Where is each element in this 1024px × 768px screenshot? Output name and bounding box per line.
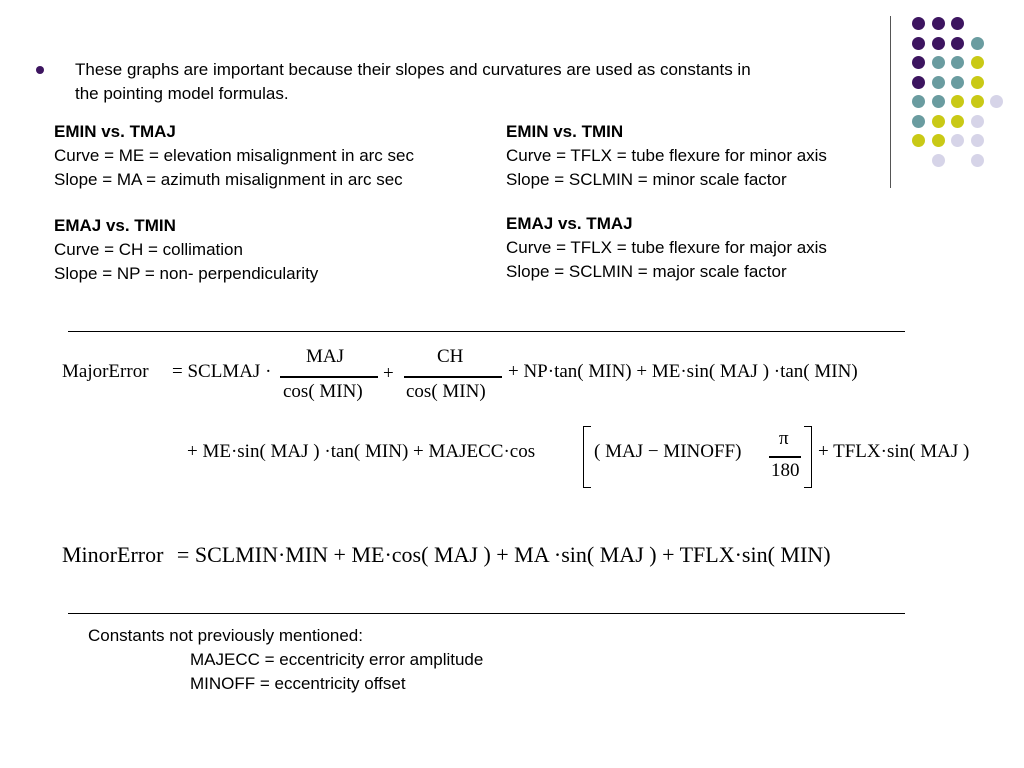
bullet-text-line-1: These graphs are important because their slopes and curvatures are used as constants in [75,60,751,79]
block-curve: Curve = CH = collimation [54,240,243,259]
constant-minoff: MINOFF = eccentricity offset [190,674,406,693]
frac2-denominator: cos( MIN) [406,381,486,402]
pi-fraction-bar [769,456,801,458]
constants-heading: Constants not previously mentioned: [88,626,363,645]
major-error-line2-b: ( MAJ − MINOFF) [594,441,742,462]
pi-numerator: π [779,428,789,449]
major-error-line2-c: + TFLX·sin( MAJ ) [818,441,970,462]
major-error-eq: = SCLMAJ · [172,361,272,382]
block-title: EMIN vs. TMIN [506,122,624,141]
block-title: EMIN vs. TMAJ [54,122,176,141]
block-slope: Slope = NP = non- perpendicularity [54,264,319,283]
block-title: EMAJ vs. TMIN [54,216,176,235]
frac2-bar [404,376,502,378]
block-curve: Curve = ME = elevation misalignment in arc sec [54,146,414,165]
left-bracket [583,426,591,488]
bullet-text-line-2: the pointing model formulas. [75,84,289,103]
frac1-numerator: MAJ [306,346,345,367]
minor-error-equation [62,542,831,568]
pi-denominator: 180 [771,460,800,481]
constant-majecc: MAJECC = eccentricity error amplitude [190,650,484,669]
minor-error-lhs: MinorError [62,542,164,567]
frac2-numerator: CH [437,346,464,367]
major-error-line2-a: + ME·sin( MAJ ) ·tan( MIN) + MAJECC·cos [187,441,536,462]
minor-error-rhs: = SCLMIN·MIN + ME·cos( MAJ ) + MA ·sin( MAJ ) + TFLX·sin( MIN) [176,542,831,567]
right-bracket [804,426,812,488]
block-curve: Curve = TFLX = tube flexure for minor axis [506,146,827,165]
major-error-lhs: MajorError [62,361,149,382]
frac1-bar [280,376,378,378]
block-slope: Slope = SCLMIN = major scale factor [506,262,787,281]
frac1-denominator: cos( MIN) [283,381,363,402]
block-slope: Slope = SCLMIN = minor scale factor [506,170,787,189]
block-title: EMAJ vs. TMAJ [506,214,633,233]
block-slope: Slope = MA = azimuth misalignment in arc sec [54,170,403,189]
plus-sign: + [383,363,394,384]
block-curve: Curve = TFLX = tube flexure for major axis [506,238,827,257]
horizontal-rule-bottom [68,613,905,614]
major-error-rest: + NP·tan( MIN) + ME·sin( MAJ ) ·tan( MIN) [508,361,858,382]
